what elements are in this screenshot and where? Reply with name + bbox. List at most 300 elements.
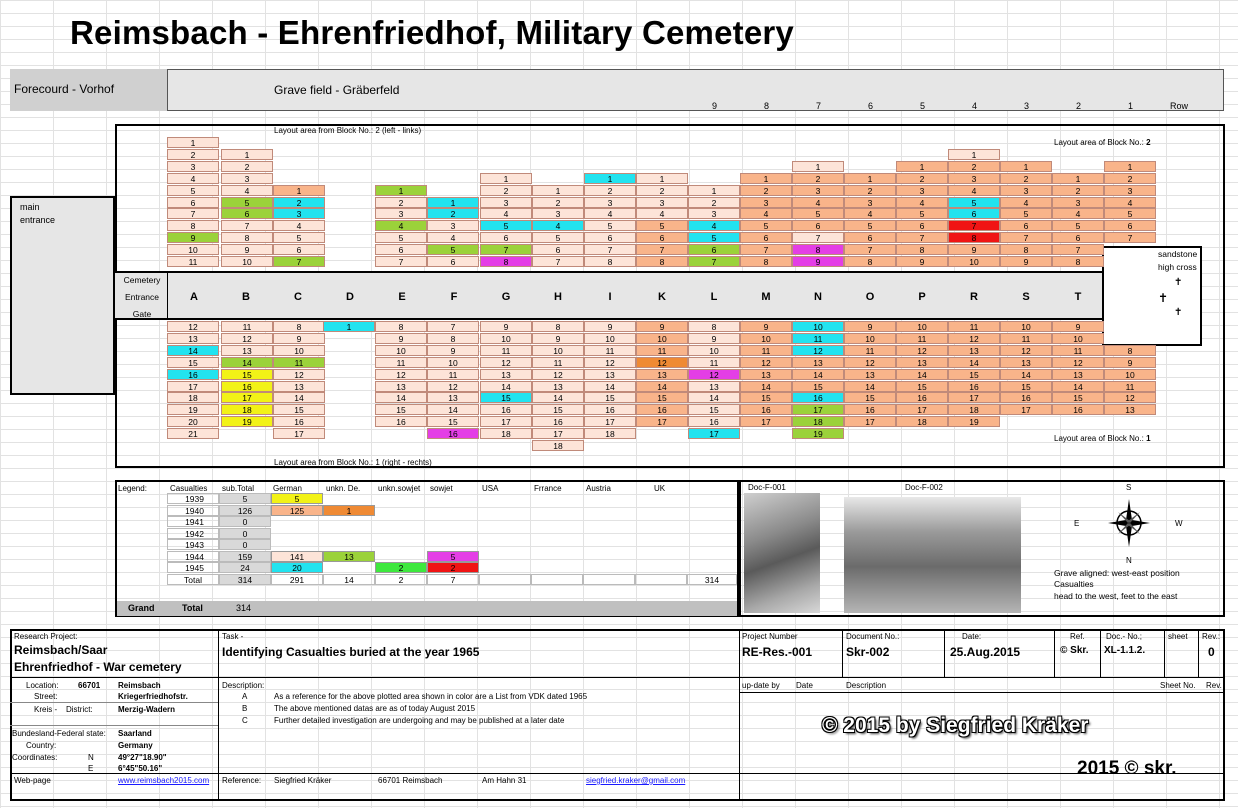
grave-cell: 12 <box>375 369 427 380</box>
grave-cell: 17 <box>532 428 584 439</box>
grave-cell: 1 <box>844 173 896 184</box>
block2-left-note: Layout area from Block No.: 2 (left - links) <box>274 126 422 135</box>
grave-cell: 4 <box>532 220 584 231</box>
grave-cell: 11 <box>844 345 896 356</box>
grave-cell: 7 <box>844 244 896 255</box>
grave-cell: 4 <box>221 185 273 196</box>
grave-cell: 4 <box>948 185 1000 196</box>
grave-cell: 13 <box>948 345 1000 356</box>
grave-cell: 1 <box>896 161 948 172</box>
grand-label: Grand <box>128 603 155 613</box>
grave-cell: 14 <box>273 392 325 403</box>
row-letter-a: A <box>190 291 198 303</box>
grave-cell: 1 <box>273 185 325 196</box>
legend-german: 5 <box>271 493 323 504</box>
grave-cell: 16 <box>948 381 1000 392</box>
grave-aligned-text: Grave aligned: west-east position <box>1054 568 1180 578</box>
reference-street: Am Hahn 31 <box>482 776 527 785</box>
legend-empty-cell <box>635 574 687 585</box>
grave-cell: 3 <box>792 185 844 196</box>
grave-cell: 15 <box>1000 381 1052 392</box>
grave-cell: 18 <box>896 416 948 427</box>
grave-cell: 16 <box>273 416 325 427</box>
country-value: Germany <box>118 741 153 750</box>
grave-cell: 16 <box>221 381 273 392</box>
docno-value: XL-1.1.2. <box>1104 645 1146 656</box>
grave-cell: 17 <box>273 428 325 439</box>
divider <box>1198 629 1199 677</box>
grave-cell: 15 <box>792 381 844 392</box>
grave-cell: 16 <box>167 369 219 380</box>
kreis-label: Kreis - <box>34 705 58 714</box>
legend-empty-cell <box>479 574 531 585</box>
grave-cell: 19 <box>792 428 844 439</box>
grave-cell: 17 <box>740 416 792 427</box>
grave-cell: 15 <box>427 416 479 427</box>
grave-cell: 2 <box>480 185 532 196</box>
row-label: Row <box>1170 101 1189 111</box>
grave-cell: 6 <box>1052 232 1104 243</box>
grave-cell: 8 <box>896 244 948 255</box>
grave-cell: 6 <box>844 232 896 243</box>
legend-header: Frrance <box>534 484 562 493</box>
grave-cell: 1 <box>688 185 740 196</box>
grave-cell: 4 <box>792 197 844 208</box>
zip-value: 66701 <box>78 681 101 690</box>
grave-cell: 10 <box>532 345 584 356</box>
grave-cell: 7 <box>1052 244 1104 255</box>
grave-cell: 17 <box>896 404 948 415</box>
grave-cell: 16 <box>375 416 427 427</box>
grave-cell: 14 <box>375 392 427 403</box>
grave-cell: 9 <box>1000 256 1052 267</box>
grave-cell: 17 <box>636 416 688 427</box>
grave-cell: 12 <box>167 321 219 332</box>
grave-cell: 7 <box>896 232 948 243</box>
grave-cell: 9 <box>740 321 792 332</box>
grave-cell: 5 <box>896 208 948 219</box>
grave-cell: 17 <box>167 381 219 392</box>
grave-cell: 11 <box>1052 345 1104 356</box>
divider <box>10 677 218 678</box>
grave-cell: 9 <box>1104 357 1156 368</box>
update-label: up-date by <box>742 681 780 690</box>
grave-cell: 2 <box>948 161 1000 172</box>
grave-cell: 10 <box>427 357 479 368</box>
grave-cell: 13 <box>740 369 792 380</box>
grave-cell: 3 <box>1000 185 1052 196</box>
row-letter-f: F <box>450 291 458 303</box>
coord-e-value: 6°45"50.16" <box>118 764 163 773</box>
grave-cell: 13 <box>221 345 273 356</box>
grave-cell: 4 <box>1000 197 1052 208</box>
legend-german: 20 <box>271 562 323 573</box>
grave-cell: 1 <box>636 173 688 184</box>
row-letter-e: E <box>398 291 406 303</box>
grave-cell: 16 <box>532 416 584 427</box>
legend-unknown-sowjet: 2 <box>375 562 427 573</box>
grave-cell: 4 <box>480 208 532 219</box>
casualties-text: Casualties <box>1054 579 1094 589</box>
date-value: 25.Aug.2015 <box>950 645 1021 659</box>
grave-cell: 2 <box>427 208 479 219</box>
legend-total-sowjet: 7 <box>427 574 479 585</box>
legend-header: Legend: <box>118 484 147 493</box>
photo-doc-f-002[interactable] <box>844 497 1021 613</box>
grave-cell: 19 <box>167 404 219 415</box>
divider <box>944 629 945 677</box>
coord-n-value: 49°27"18.90" <box>118 753 167 762</box>
grave-cell: 12 <box>636 357 688 368</box>
district-value: Merzig-Wadern <box>118 705 176 714</box>
grave-cell: 4 <box>167 173 219 184</box>
grave-cell: 9 <box>167 232 219 243</box>
legend-sowjet: 2 <box>427 562 479 573</box>
grave-cell: 2 <box>584 185 636 196</box>
document-no-label: Document No.: <box>846 632 900 641</box>
grave-cell: 13 <box>792 357 844 368</box>
grave-cell: 12 <box>427 381 479 392</box>
legend-year: 1945 <box>167 562 219 573</box>
grave-cell: 2 <box>688 197 740 208</box>
grave-cell: 17 <box>221 392 273 403</box>
grave-cell: 2 <box>375 197 427 208</box>
grave-cell: 11 <box>532 357 584 368</box>
grave-cell: 5 <box>221 197 273 208</box>
grave-cell: 3 <box>221 173 273 184</box>
grave-cell: 14 <box>896 369 948 380</box>
grave-cell: 10 <box>480 333 532 344</box>
grave-cell: 1 <box>532 185 584 196</box>
project-number-label: Project Number <box>742 632 798 641</box>
grave-cell: 5 <box>636 220 688 231</box>
row-letter-n: N <box>814 291 822 303</box>
grave-cell: 8 <box>584 256 636 267</box>
cross-icon: ✝ <box>1174 307 1183 318</box>
legend-header: unkn. De. <box>326 484 361 493</box>
grave-cell: 9 <box>427 345 479 356</box>
grave-cell: 6 <box>221 208 273 219</box>
grave-cell: 21 <box>167 428 219 439</box>
grave-cell: 14 <box>844 381 896 392</box>
grave-cell: 16 <box>792 392 844 403</box>
grave-cell: 15 <box>636 392 688 403</box>
grave-cell: 16 <box>844 404 896 415</box>
grave-cell: 5 <box>948 197 1000 208</box>
grave-cell: 10 <box>740 333 792 344</box>
grave-cell: 4 <box>740 208 792 219</box>
grave-cell: 18 <box>167 392 219 403</box>
grave-cell: 6 <box>532 244 584 255</box>
district-label: District: <box>66 705 93 714</box>
legend-unknown-de: 13 <box>323 551 375 562</box>
grave-cell: 15 <box>375 404 427 415</box>
grave-cell: 2 <box>792 173 844 184</box>
grave-cell: 7 <box>740 244 792 255</box>
grave-cell: 9 <box>844 321 896 332</box>
grave-cell: 12 <box>532 369 584 380</box>
grave-cell: 4 <box>1052 208 1104 219</box>
grave-cell: 16 <box>1000 392 1052 403</box>
grave-cell: 9 <box>221 244 273 255</box>
legend-total-german: 291 <box>271 574 323 585</box>
legend-total-unkn: 14 <box>323 574 375 585</box>
grave-cell: 16 <box>427 428 479 439</box>
row-letter-l: L <box>710 291 718 303</box>
row-letter-o: O <box>865 291 875 303</box>
grave-cell: 6 <box>427 256 479 267</box>
reference-label: Reference: <box>222 776 262 785</box>
grave-cell: 8 <box>167 220 219 231</box>
grave-cell: 1 <box>740 173 792 184</box>
block2-right-note: Layout area of Block No.: 2 <box>1054 138 1151 147</box>
row-letter-t: T <box>1074 291 1082 303</box>
grave-cell: 17 <box>1000 404 1052 415</box>
web-label: Web-page <box>14 776 51 785</box>
grave-cell: 1 <box>323 321 375 332</box>
photo-doc-f-001[interactable] <box>744 493 820 613</box>
grave-cell: 15 <box>1052 392 1104 403</box>
grave-cell: 17 <box>688 428 740 439</box>
grave-cell: 3 <box>532 208 584 219</box>
grave-cell: 10 <box>948 256 1000 267</box>
grave-cell: 4 <box>273 220 325 231</box>
grave-cell: 3 <box>896 185 948 196</box>
grave-cell: 11 <box>688 357 740 368</box>
update-desc-label: Description <box>846 681 887 690</box>
grave-cell: 18 <box>221 404 273 415</box>
grand-total-label: Total <box>182 603 203 613</box>
grave-cell: 5 <box>1104 208 1156 219</box>
grave-cell: 15 <box>221 369 273 380</box>
grave-cell: 14 <box>1052 381 1104 392</box>
grave-cell: 11 <box>792 333 844 344</box>
row-letter-h: H <box>554 291 562 303</box>
grave-cell: 19 <box>948 416 1000 427</box>
grave-cell: 10 <box>167 244 219 255</box>
row-number: 3 <box>1024 101 1030 111</box>
rev2-label: Rev. <box>1206 681 1222 690</box>
legend-header: USA <box>482 484 499 493</box>
cross-icon: ✝ <box>1174 277 1183 288</box>
grave-cell: 14 <box>584 381 636 392</box>
grave-cell: 11 <box>636 345 688 356</box>
grave-cell: 6 <box>375 244 427 255</box>
grave-cell: 6 <box>584 232 636 243</box>
compass-w: W <box>1175 519 1183 528</box>
ref-value: © Skr. <box>1060 645 1089 656</box>
grave-cell: 6 <box>948 208 1000 219</box>
cemetery-gate-label <box>117 272 167 319</box>
grave-cell: 9 <box>532 333 584 344</box>
highcross-label: high cross <box>1158 262 1197 272</box>
grave-cell: 16 <box>1052 404 1104 415</box>
grave-cell: 14 <box>480 381 532 392</box>
description-text: Further detailed investigation are undergoing and may be published at a later date <box>274 716 565 725</box>
grave-cell: 17 <box>584 416 636 427</box>
grave-cell: 2 <box>896 173 948 184</box>
grave-cell: 10 <box>1000 321 1052 332</box>
grave-cell: 4 <box>844 208 896 219</box>
legend-header: Casualties <box>170 484 208 493</box>
legend-year: 1943 <box>167 539 219 550</box>
grave-cell: 15 <box>948 369 1000 380</box>
grave-cell: 15 <box>688 404 740 415</box>
grave-cell: 2 <box>532 197 584 208</box>
grave-cell: 12 <box>792 345 844 356</box>
grave-cell: 8 <box>273 321 325 332</box>
grave-cell: 10 <box>896 321 948 332</box>
grave-cell: 8 <box>792 244 844 255</box>
legend-german: 141 <box>271 551 323 562</box>
grave-cell: 2 <box>1104 173 1156 184</box>
copyright-watermark: © 2015 by Siegfried Kräker <box>822 714 1089 737</box>
grave-cell: 2 <box>1000 173 1052 184</box>
gate-divider <box>167 271 168 320</box>
grave-cell: 10 <box>1104 369 1156 380</box>
grave-cell: 12 <box>740 357 792 368</box>
grave-cell: 13 <box>480 369 532 380</box>
grave-cell: 1 <box>1052 173 1104 184</box>
grave-cell: 3 <box>1104 185 1156 196</box>
legend-header: UK <box>654 484 666 493</box>
grave-cell: 4 <box>1104 197 1156 208</box>
grave-cell: 9 <box>948 244 1000 255</box>
gate-line-1: Cemetery <box>123 275 161 285</box>
grave-cell: 15 <box>532 404 584 415</box>
grave-cell: 7 <box>167 208 219 219</box>
header-bar <box>10 69 1224 111</box>
grave-cell: 5 <box>844 220 896 231</box>
grave-cell: 9 <box>896 256 948 267</box>
grave-cell: 15 <box>896 381 948 392</box>
grave-cell: 8 <box>1104 345 1156 356</box>
legend-header: sowjet <box>430 484 453 493</box>
grave-cell: 11 <box>167 256 219 267</box>
grave-cell: 5 <box>427 244 479 255</box>
grave-cell: 11 <box>948 321 1000 332</box>
doc1-label: Doc-F-001 <box>748 483 786 492</box>
grave-cell: 16 <box>896 392 948 403</box>
reference-email[interactable]: siegfried.kraker@gmail.com <box>586 776 686 785</box>
country-label: Country: <box>26 741 57 750</box>
grave-cell: 12 <box>221 333 273 344</box>
grave-cell: 6 <box>792 220 844 231</box>
grave-cell: 11 <box>740 345 792 356</box>
row-number: 9 <box>712 101 718 111</box>
research-label: Research Project: <box>14 632 78 641</box>
row-letter-k: K <box>658 291 666 303</box>
legend-total-unks: 2 <box>375 574 427 585</box>
legend-total-label: Total <box>167 574 219 585</box>
grave-cell: 7 <box>375 256 427 267</box>
grave-cell: 11 <box>1000 333 1052 344</box>
grave-cell: 12 <box>273 369 325 380</box>
grave-cell: 15 <box>167 357 219 368</box>
research-line-1: Reimsbach/Saar <box>14 643 108 657</box>
grave-cell: 1 <box>948 149 1000 160</box>
legend-year: 1942 <box>167 528 219 539</box>
forecourt-label: Forecourd - Vorhof <box>10 69 168 111</box>
legend-subtotal: 126 <box>219 505 271 516</box>
grave-cell: 18 <box>532 440 584 451</box>
grave-cell: 18 <box>948 404 1000 415</box>
grave-cell: 8 <box>948 232 1000 243</box>
sandstone-label: sandstone <box>1158 249 1198 259</box>
grave-cell: 13 <box>636 369 688 380</box>
grave-cell: 12 <box>896 345 948 356</box>
research-line-2: Ehrenfriedhof - War cemetery <box>14 660 182 674</box>
grave-cell: 9 <box>688 333 740 344</box>
divider <box>842 629 843 677</box>
update-date-label: Date <box>796 681 813 690</box>
grave-cell: 17 <box>792 404 844 415</box>
grave-cell: 14 <box>221 357 273 368</box>
grave-cell: 7 <box>480 244 532 255</box>
legend-german: 125 <box>271 505 323 516</box>
grave-cell: 10 <box>584 333 636 344</box>
description-text: The above mentioned datas are as of today August 2015 <box>274 704 476 713</box>
row-number: 4 <box>972 101 978 111</box>
docno-label: Doc.- No.; <box>1106 632 1143 641</box>
grave-cell: 15 <box>584 392 636 403</box>
grave-cell: 3 <box>273 208 325 219</box>
grave-cell: 5 <box>688 232 740 243</box>
divider <box>10 702 218 703</box>
grave-cell: 8 <box>480 256 532 267</box>
row-letter-p: P <box>918 291 926 303</box>
legend-header: unkn.sowjet <box>378 484 421 493</box>
grave-cell: 3 <box>1052 197 1104 208</box>
row-letter-m: M <box>761 291 771 303</box>
grave-cell: 13 <box>1000 357 1052 368</box>
grave-cell: 5 <box>1000 208 1052 219</box>
grave-cell: 14 <box>636 381 688 392</box>
web-link[interactable]: www.reimsbach2015.com <box>118 776 210 785</box>
grave-cell: 14 <box>948 357 1000 368</box>
grave-cell: 16 <box>688 416 740 427</box>
grave-cell: 5 <box>375 232 427 243</box>
grave-cell: 7 <box>427 321 479 332</box>
project-number: RE-Res.-001 <box>742 645 813 659</box>
row-letter-g: G <box>501 291 511 303</box>
grave-cell: 10 <box>636 333 688 344</box>
grave-cell: 3 <box>167 161 219 172</box>
grave-cell: 1 <box>1000 161 1052 172</box>
grave-cell: 5 <box>792 208 844 219</box>
grand-total-value: 314 <box>236 603 252 613</box>
grave-cell: 5 <box>584 220 636 231</box>
grave-cell: 2 <box>740 185 792 196</box>
row-number: 7 <box>816 101 822 111</box>
copyright-footer: 2015 © skr. <box>1077 758 1177 779</box>
compass-e: E <box>1074 519 1080 528</box>
grave-cell: 2 <box>1052 185 1104 196</box>
grave-cell: 13 <box>896 357 948 368</box>
grave-cell: 7 <box>1000 232 1052 243</box>
grave-cell: 8 <box>532 321 584 332</box>
grave-cell: 13 <box>273 381 325 392</box>
grave-cell: 12 <box>948 333 1000 344</box>
divider <box>218 629 219 801</box>
grave-cell: 6 <box>896 220 948 231</box>
grave-cell: 18 <box>792 416 844 427</box>
grave-cell: 3 <box>948 173 1000 184</box>
grave-cell: 3 <box>844 197 896 208</box>
grave-cell: 14 <box>427 404 479 415</box>
legend-unknown-de: 1 <box>323 505 375 516</box>
grave-cell: 2 <box>636 185 688 196</box>
